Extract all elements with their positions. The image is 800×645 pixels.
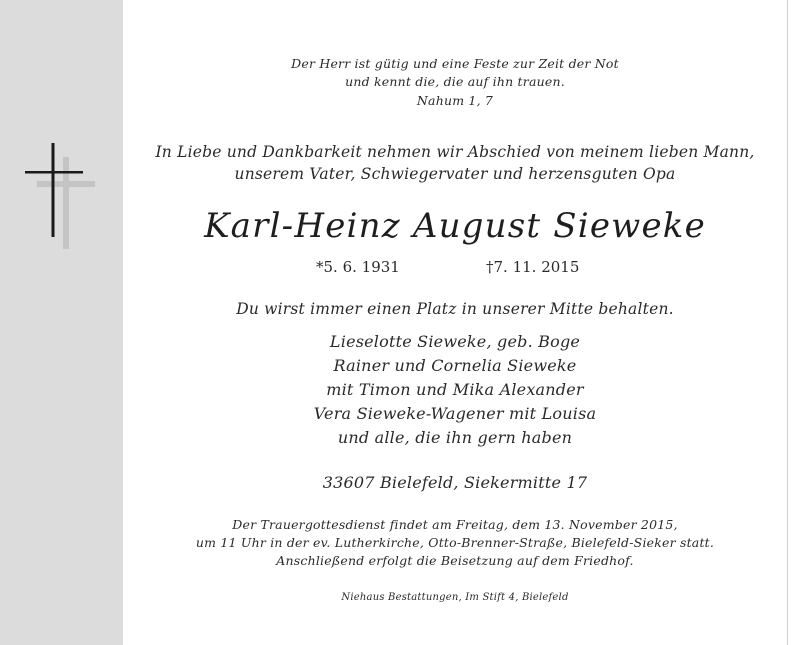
cross-shadow-horizontal — [37, 181, 95, 187]
death-date: †7. 11. 2015 — [486, 258, 580, 276]
cross-horizontal — [25, 171, 83, 174]
verse-line-1: Der Herr ist gütig und eine Feste zur Zeit der Not — [291, 56, 619, 71]
intro-line-2: unserem Vater, Schwiegervater und herzensguten Opa — [234, 165, 676, 183]
cross-shadow-vertical — [63, 157, 69, 249]
intro-line-1: In Liebe und Dankbarkeit nehmen wir Abschied von meinem lieben Mann, — [155, 143, 755, 161]
verse-reference: Nahum 1, 7 — [416, 93, 494, 108]
cross-vertical — [52, 143, 55, 237]
obituary-notice — [123, 0, 788, 645]
mourner-line: und alle, die ihn gern haben — [337, 428, 573, 447]
mourner-line: Rainer und Cornelia Sieweke — [333, 356, 577, 375]
cross-icon — [0, 0, 123, 260]
birth-date: *5. 6. 1931 — [316, 258, 400, 276]
address: 33607 Bielefeld, Siekermitte 17 — [322, 473, 588, 492]
undertaker-credit: Niehaus Bestattungen, Im Stift 4, Bielefeld — [341, 592, 569, 603]
service-line-2: um 11 Uhr in der ev. Lutherkirche, Otto-Brenner-Straße, Bielefeld-Sieker statt. — [195, 535, 715, 550]
mourner-line: Vera Sieweke-Wagener mit Louisa — [313, 404, 597, 423]
service-line-1: Der Trauergottesdienst findet am Freitag, dem 13. November 2015, — [232, 517, 678, 532]
deceased-name: Karl-Heinz August Sieweke — [204, 206, 706, 246]
service-line-3: Anschließend erfolgt die Beisetzung auf dem Friedhof. — [276, 553, 634, 568]
mourner-line: Lieselotte Sieweke, geb. Boge — [329, 332, 581, 351]
mourner-line: mit Timon und Mika Alexander — [326, 380, 584, 399]
motto: Du wirst immer einen Platz in unserer Mitte behalten. — [236, 300, 674, 318]
verse-line-2: und kennt die, die auf ihn trauen. — [345, 74, 565, 89]
